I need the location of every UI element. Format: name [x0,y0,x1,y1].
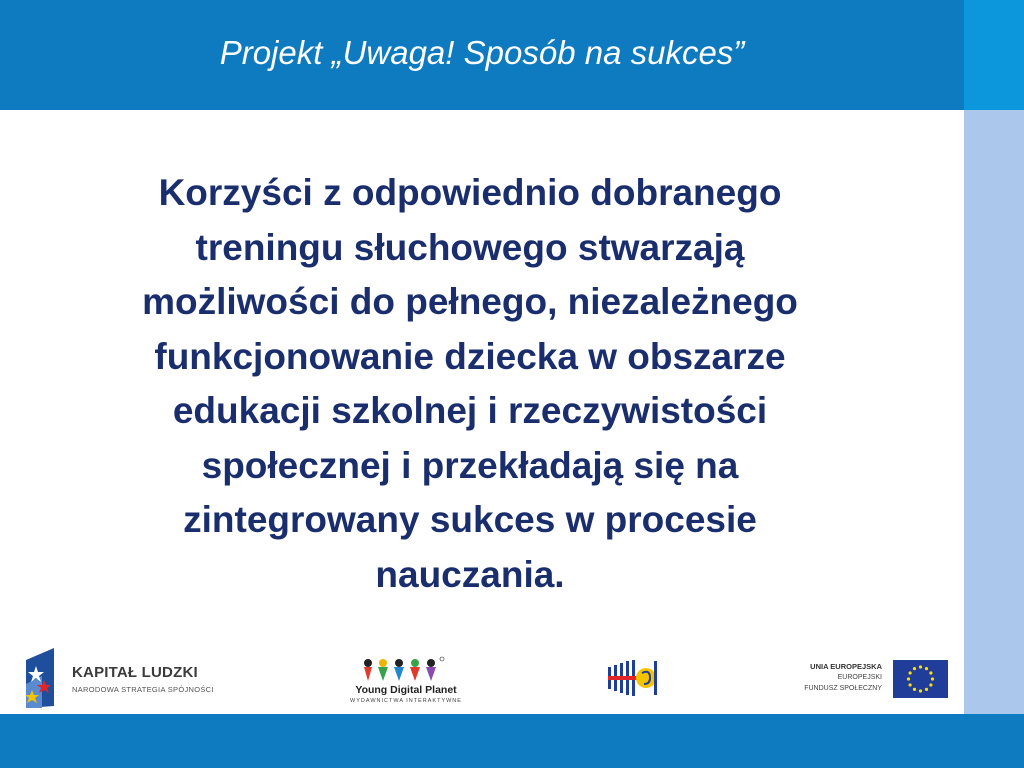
eu-line-social-fund: FUNDUSZ SPOŁECZNY [804,685,882,692]
slide-body-text [30,166,910,602]
body-line: możliwości do pełnego, niezależnego [142,281,798,322]
slide-footer-bar [0,714,1024,768]
eu-line-union: UNIA EUROPEJSKA [810,662,882,671]
kapital-ludzki-emblem-icon [24,646,64,710]
body-line: nauczania. [375,553,565,595]
ydp-characters-icon [350,655,462,685]
ear-waves-icon [604,657,660,699]
kapital-ludzki-name: KAPITAŁ LUDZKI [72,664,198,681]
kapital-ludzki-subtitle: NARODOWA STRATEGIA SPÓJNOŚCI [72,685,214,694]
body-line: zintegrowany sukces w procesie [183,499,757,540]
slide-title: Projekt „Uwaga! Sposób na sukces” [219,34,745,71]
side-accent-top [964,0,1024,110]
young-digital-planet-logo [350,655,462,707]
ydp-subtitle: WYDAWNICTWA INTERAKTYWNE [350,698,462,704]
slide-header [0,0,964,110]
body-line: edukacji szkolnej i rzeczywistości [172,390,768,431]
body-line: Korzyści z odpowiednio dobranego [158,172,782,213]
body-line: funkcjonowanie dziecka w obszarze [154,335,786,377]
ydp-name: Young Digital Planet [355,684,457,696]
eu-flag-icon [893,660,948,698]
body-line: treningu słuchowego stwarzają [195,226,745,268]
kapital-ludzki-logo [24,646,224,710]
eu-line-european: EUROPEJSKI [837,674,882,681]
body-line: społecznej i przekładają się na [201,444,739,486]
eu-fund-logo [790,656,950,702]
partner-ear-logo [604,657,660,699]
side-accent-strip [964,110,1024,714]
